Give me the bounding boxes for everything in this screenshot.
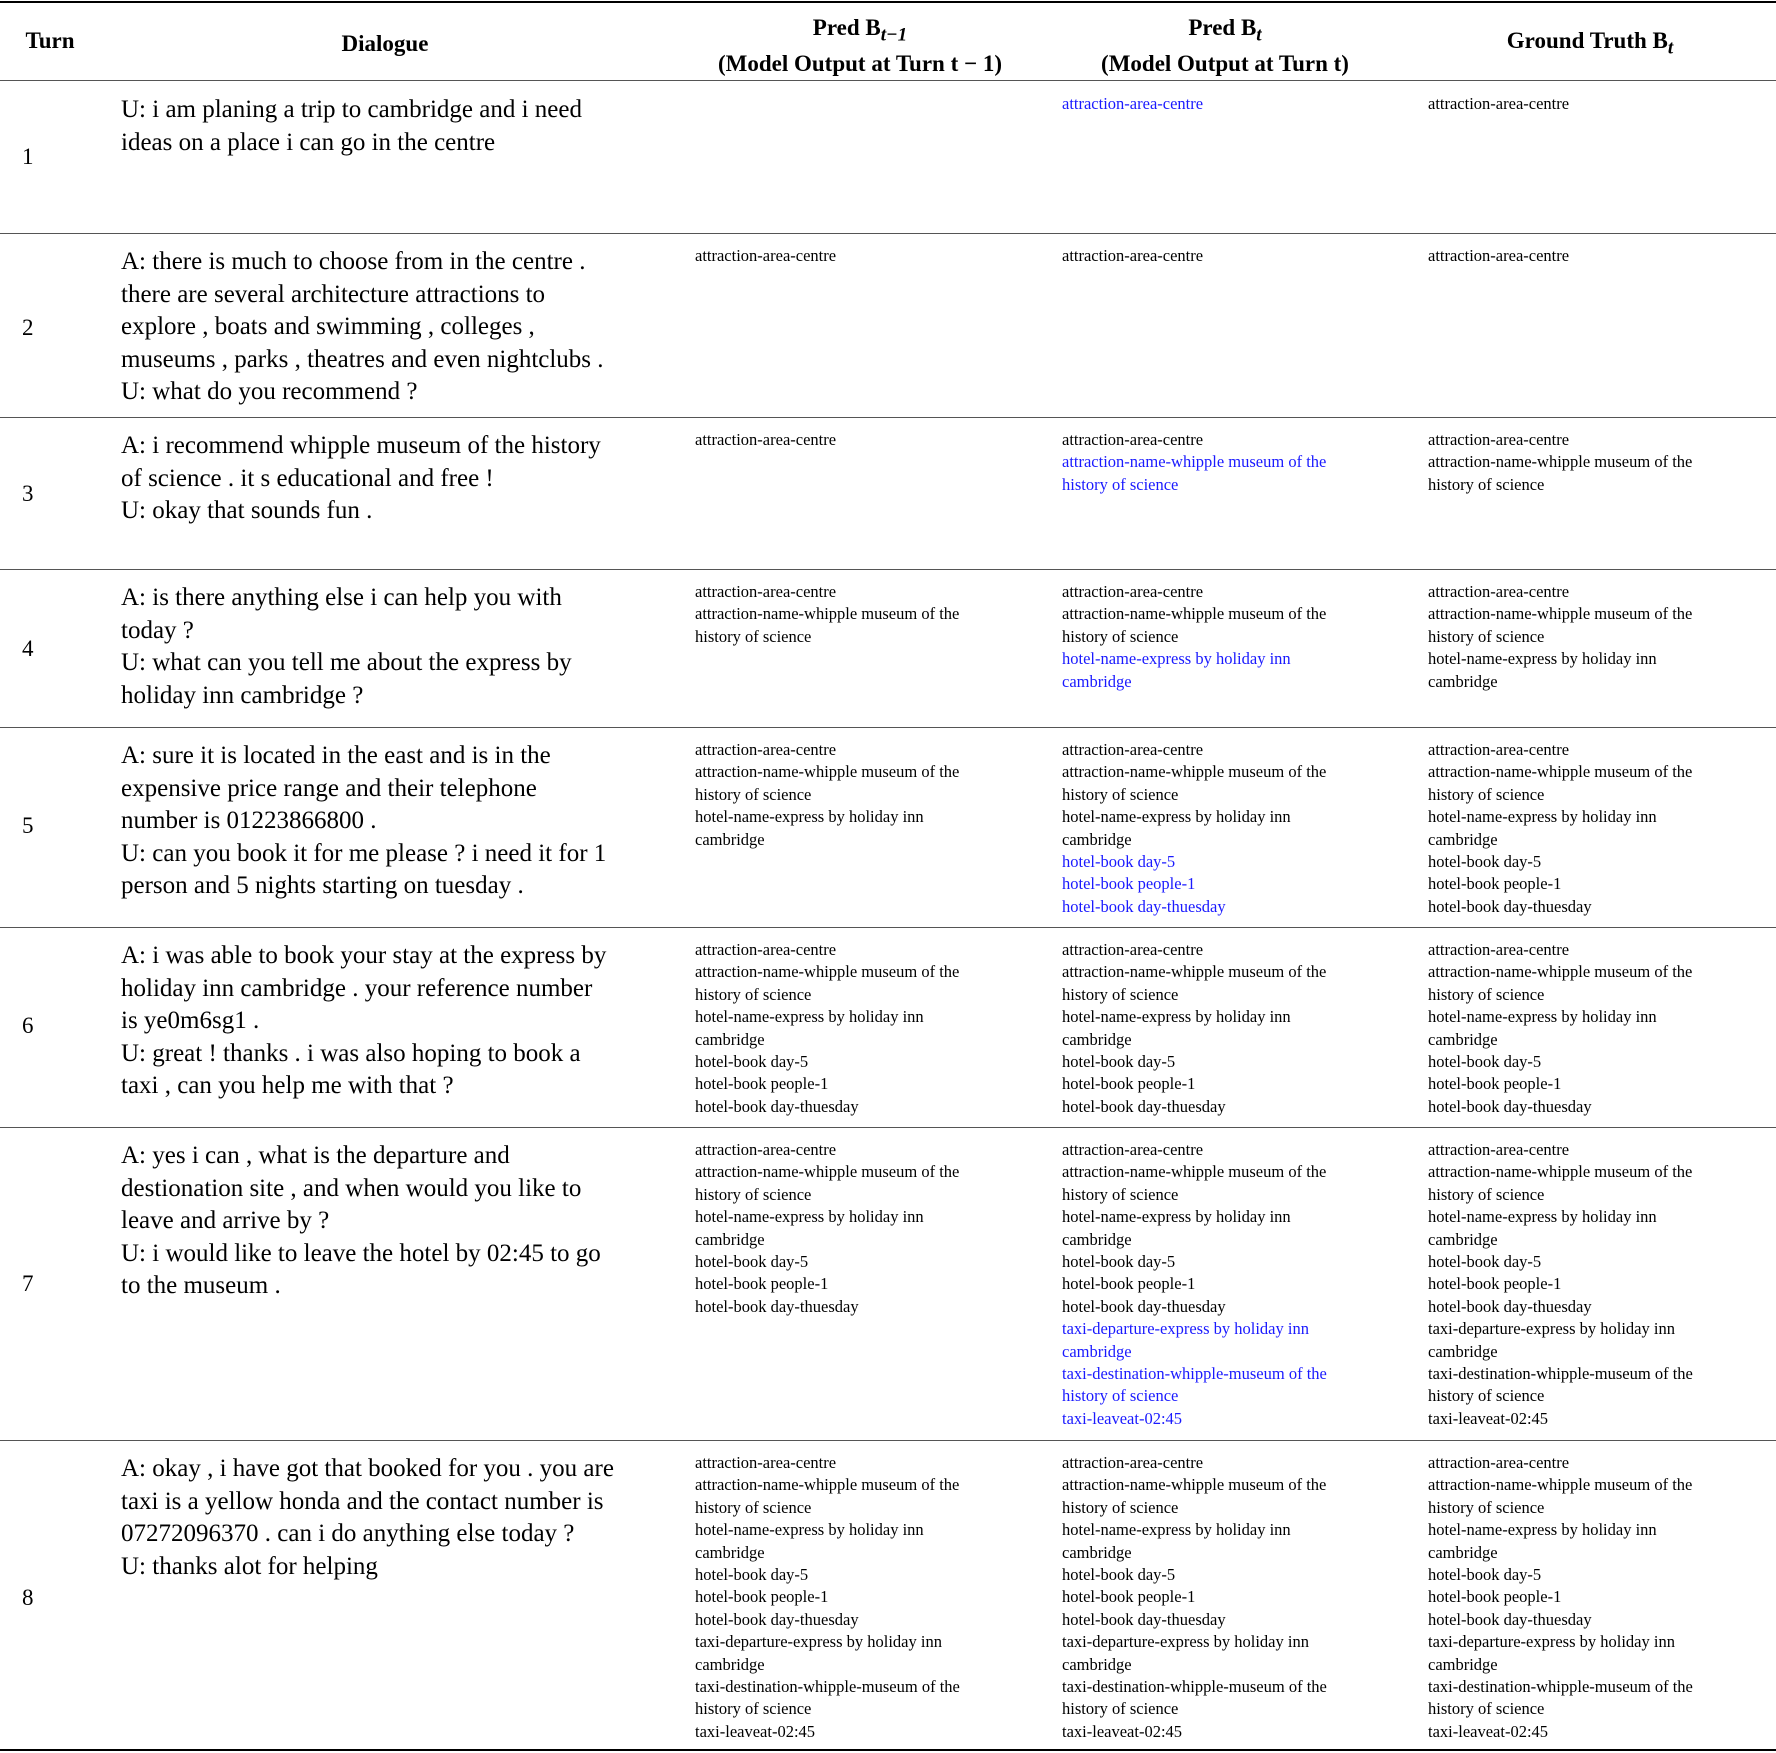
row-divider bbox=[0, 569, 1776, 570]
slot-value: cambridge bbox=[1062, 1542, 1132, 1562]
slot-value: taxi-destination-whipple-museum of the bbox=[1428, 1677, 1693, 1697]
turn-number: 8 bbox=[22, 1585, 34, 1610]
dialogue-line: U: what do you recommend ? bbox=[121, 378, 418, 406]
slot-value: hotel-book day-thuesday bbox=[1062, 1296, 1226, 1316]
slot-value: attraction-area-centre bbox=[1428, 430, 1570, 449]
slot-value: hotel-book day-5 bbox=[1428, 1052, 1542, 1072]
slot-value: history of science bbox=[1062, 984, 1179, 1004]
slot-value: hotel-book day-thuesday bbox=[695, 1296, 859, 1316]
pred-cur-cell bbox=[1062, 739, 1392, 918]
slot-value: taxi-departure-express by holiday inn bbox=[1062, 1632, 1309, 1652]
slot-value: hotel-name-express by holiday inn bbox=[695, 807, 924, 827]
slot-value: attraction-name-whipple museum of the bbox=[1062, 962, 1327, 982]
slot-value: hotel-book day-thuesday bbox=[695, 1096, 859, 1116]
slot-value: hotel-name-express by holiday inn bbox=[695, 1520, 924, 1540]
ground-truth-cell bbox=[1428, 93, 1758, 115]
pred-prev-cell bbox=[695, 1139, 1025, 1318]
slot-value: hotel-book people-1 bbox=[695, 1274, 829, 1294]
slot-value: cambridge bbox=[1062, 1229, 1132, 1249]
slot-value: attraction-area-centre bbox=[695, 582, 837, 601]
pred-cur-cell bbox=[1062, 1452, 1392, 1743]
ground-truth-cell bbox=[1428, 739, 1758, 918]
slot-value: attraction-area-centre bbox=[695, 430, 837, 449]
slot-value: hotel-book people-1 bbox=[1428, 1074, 1562, 1094]
slot-value: history of science bbox=[1428, 1386, 1545, 1406]
dialogue-cell bbox=[121, 1453, 661, 1583]
turn-number: 6 bbox=[22, 1013, 34, 1038]
row-divider bbox=[0, 417, 1776, 418]
new-slot-value: taxi-destination-whipple-museum of the bbox=[1062, 1364, 1327, 1384]
slot-value: taxi-leaveat-02:45 bbox=[695, 1721, 816, 1741]
slot-value: cambridge bbox=[695, 1029, 765, 1049]
slot-value: cambridge bbox=[695, 1229, 765, 1249]
slot-value: attraction-name-whipple museum of the bbox=[1428, 1162, 1693, 1182]
slot-value: attraction-area-centre bbox=[1062, 740, 1204, 759]
new-slot-value: attraction-name-whipple museum of the bbox=[1062, 452, 1327, 472]
dialogue-line: today ? bbox=[121, 616, 194, 644]
slot-value: history of science bbox=[1428, 626, 1545, 646]
slot-value: hotel-book day-thuesday bbox=[1428, 896, 1592, 916]
turn-number: 4 bbox=[22, 636, 34, 661]
header-turn: Turn bbox=[25, 28, 75, 53]
slot-value: attraction-name-whipple museum of the bbox=[1062, 1475, 1327, 1495]
slot-value: attraction-area-centre bbox=[695, 1140, 837, 1159]
slot-value: taxi-departure-express by holiday inn bbox=[1428, 1319, 1675, 1339]
pred-cur-cell bbox=[1062, 939, 1392, 1118]
dialogue-line: U: great ! thanks . i was also hoping to book a bbox=[121, 1039, 581, 1067]
slot-value: hotel-book day-5 bbox=[695, 1565, 809, 1585]
slot-value: hotel-book day-5 bbox=[1428, 852, 1542, 872]
slot-value: cambridge bbox=[1428, 1029, 1498, 1049]
dialogue-line: to the museum . bbox=[121, 1272, 281, 1300]
slot-value: attraction-area-centre bbox=[1428, 246, 1570, 265]
slot-value: cambridge bbox=[695, 1542, 765, 1562]
pred-cur-cell bbox=[1062, 429, 1392, 496]
dialogue-cell bbox=[121, 430, 661, 528]
slot-value: attraction-name-whipple museum of the bbox=[1428, 1475, 1693, 1495]
ground-truth-cell bbox=[1428, 1139, 1758, 1430]
slot-value: cambridge bbox=[1428, 671, 1498, 691]
slot-value: hotel-book people-1 bbox=[1428, 1274, 1562, 1294]
header-pred-prev-caption: (Model Output at Turn t − 1) bbox=[717, 50, 1003, 76]
slot-value: cambridge bbox=[1062, 1029, 1132, 1049]
dialogue-line: U: i would like to leave the hotel by 02:45 to go bbox=[121, 1239, 601, 1267]
slot-value: hotel-book day-thuesday bbox=[1062, 1096, 1226, 1116]
header-pred-prev bbox=[680, 14, 1040, 78]
dialogue-line: A: i was able to book your stay at the express by bbox=[121, 942, 607, 969]
slot-value: history of science bbox=[1062, 784, 1179, 804]
ground-truth-cell bbox=[1428, 429, 1758, 496]
slot-value: hotel-name-express by holiday inn bbox=[1428, 1007, 1657, 1027]
slot-value: attraction-area-centre bbox=[1062, 1453, 1204, 1472]
header-ground-truth bbox=[1420, 27, 1760, 63]
slot-value: cambridge bbox=[1062, 1654, 1132, 1674]
slot-value: hotel-name-express by holiday inn bbox=[695, 1207, 924, 1227]
dialogue-line: A: yes i can , what is the departure and bbox=[121, 1142, 510, 1169]
dialogue-line: A: is there anything else i can help you with bbox=[121, 584, 562, 611]
turn-number: 3 bbox=[22, 481, 34, 506]
slot-value: hotel-book day-thuesday bbox=[1428, 1609, 1592, 1629]
slot-value: hotel-name-express by holiday inn bbox=[1428, 807, 1657, 827]
slot-value: attraction-area-centre bbox=[695, 1453, 837, 1472]
slot-value: attraction-name-whipple museum of the bbox=[1062, 762, 1327, 782]
new-slot-value: cambridge bbox=[1062, 671, 1132, 691]
pred-prev-cell bbox=[695, 581, 1025, 648]
slot-value: attraction-area-centre bbox=[1428, 1453, 1570, 1472]
new-slot-value: history of science bbox=[1062, 474, 1179, 494]
slot-value: history of science bbox=[1062, 1497, 1179, 1517]
slot-value: attraction-area-centre bbox=[1428, 940, 1570, 959]
dialogue-line: taxi is a yellow honda and the contact number is bbox=[121, 1487, 604, 1515]
dialogue-line: A: okay , i have got that booked for you . you are bbox=[121, 1455, 614, 1482]
header-pred-cur bbox=[1045, 14, 1405, 78]
slot-value: history of science bbox=[695, 784, 812, 804]
slot-value: hotel-name-express by holiday inn bbox=[1428, 1520, 1657, 1540]
slot-value: hotel-name-express by holiday inn bbox=[1062, 1207, 1291, 1227]
slot-value: cambridge bbox=[1428, 1654, 1498, 1674]
slot-value: attraction-name-whipple museum of the bbox=[1062, 604, 1327, 624]
ground-truth-cell bbox=[1428, 245, 1758, 267]
slot-value: attraction-name-whipple museum of the bbox=[695, 762, 960, 782]
pred-prev-cell bbox=[695, 429, 1025, 451]
new-slot-value: taxi-leaveat-02:45 bbox=[1062, 1408, 1183, 1428]
header-pred-prev-sub: t−1 bbox=[880, 24, 908, 46]
pred-prev-cell bbox=[695, 739, 1025, 851]
slot-value: history of science bbox=[695, 984, 812, 1004]
dialogue-line: U: can you book it for me please ? i need it for 1 bbox=[121, 839, 607, 867]
slot-value: hotel-name-express by holiday inn bbox=[1062, 807, 1291, 827]
table-top-rule bbox=[0, 1, 1776, 3]
slot-value: taxi-leaveat-02:45 bbox=[1062, 1721, 1183, 1741]
dialogue-line: taxi , can you help me with that ? bbox=[121, 1072, 454, 1100]
slot-value: attraction-area-centre bbox=[1428, 740, 1570, 759]
slot-value: taxi-leaveat-02:45 bbox=[1428, 1408, 1549, 1428]
new-slot-value: hotel-name-express by holiday inn bbox=[1062, 649, 1291, 669]
dialogue-line: destionation site , and when would you like to bbox=[121, 1174, 582, 1202]
slot-value: hotel-book day-thuesday bbox=[1428, 1296, 1592, 1316]
dialogue-line: U: i am planing a trip to cambridge and i need bbox=[121, 96, 582, 123]
dialogue-cell bbox=[121, 740, 661, 903]
slot-value: hotel-book people-1 bbox=[1062, 1274, 1196, 1294]
dialogue-cell bbox=[121, 94, 661, 159]
dialogue-line: of science . it s educational and free ! bbox=[121, 464, 494, 492]
slot-value: taxi-destination-whipple-museum of the bbox=[1062, 1677, 1327, 1697]
dialogue-line: ideas on a place i can go in the centre bbox=[121, 128, 496, 156]
slot-value: attraction-name-whipple museum of the bbox=[1428, 452, 1693, 472]
ground-truth-cell bbox=[1428, 581, 1758, 693]
dialogue-line: is ye0m6sg1 . bbox=[121, 1007, 260, 1035]
dialogue-cell bbox=[121, 582, 661, 712]
slot-value: hotel-book people-1 bbox=[1062, 1587, 1196, 1607]
slot-value: hotel-book day-5 bbox=[695, 1252, 809, 1272]
slot-value: cambridge bbox=[1062, 829, 1132, 849]
slot-value: attraction-name-whipple museum of the bbox=[695, 1475, 960, 1495]
slot-value: attraction-name-whipple museum of the bbox=[695, 962, 960, 982]
slot-value: cambridge bbox=[1428, 1542, 1498, 1562]
row-divider bbox=[0, 727, 1776, 728]
new-slot-value: hotel-book day-5 bbox=[1062, 852, 1176, 872]
slot-value: hotel-book people-1 bbox=[695, 1074, 829, 1094]
header-dialogue: Dialogue bbox=[341, 31, 429, 56]
dialogue-line: U: okay that sounds fun . bbox=[121, 497, 373, 525]
slot-value: attraction-area-centre bbox=[695, 940, 837, 959]
slot-value: attraction-area-centre bbox=[1062, 246, 1204, 265]
slot-value: history of science bbox=[695, 626, 812, 646]
slot-value: taxi-departure-express by holiday inn bbox=[1428, 1632, 1675, 1652]
slot-value: hotel-book day-5 bbox=[1428, 1565, 1542, 1585]
slot-value: hotel-book day-thuesday bbox=[695, 1609, 859, 1629]
dialogue-line: number is 01223866800 . bbox=[121, 807, 377, 835]
slot-value: history of science bbox=[1062, 1699, 1179, 1719]
slot-value: hotel-name-express by holiday inn bbox=[695, 1007, 924, 1027]
slot-value: hotel-book people-1 bbox=[1062, 1074, 1196, 1094]
dialogue-line: A: sure it is located in the east and is in the bbox=[121, 742, 551, 769]
slot-value: attraction-area-centre bbox=[1062, 940, 1204, 959]
dialogue-line: A: there is much to choose from in the centre . bbox=[121, 248, 586, 275]
dialogue-line: U: what can you tell me about the express by bbox=[121, 649, 572, 677]
dialogue-line: expensive price range and their telephone bbox=[121, 774, 537, 802]
row-divider bbox=[0, 1440, 1776, 1441]
slot-value: cambridge bbox=[695, 1654, 765, 1674]
dialogue-line: holiday inn cambridge . your reference number bbox=[121, 974, 593, 1002]
slot-value: attraction-area-centre bbox=[1428, 94, 1570, 113]
slot-value: history of science bbox=[1428, 984, 1545, 1004]
dialogue-line: holiday inn cambridge ? bbox=[121, 681, 364, 709]
slot-value: attraction-name-whipple museum of the bbox=[1428, 762, 1693, 782]
dialogue-line: 07272096370 . can i do anything else today ? bbox=[121, 1520, 575, 1548]
pred-prev-cell bbox=[695, 939, 1025, 1118]
dialogue-line: A: i recommend whipple museum of the history bbox=[121, 432, 601, 459]
slot-value: attraction-area-centre bbox=[1062, 582, 1204, 601]
slot-value: hotel-book people-1 bbox=[695, 1587, 829, 1607]
table-bottom-rule bbox=[0, 1749, 1776, 1751]
pred-cur-cell bbox=[1062, 245, 1392, 267]
dialogue-line: leave and arrive by ? bbox=[121, 1207, 330, 1235]
dialogue-cell bbox=[121, 940, 661, 1103]
slot-value: history of science bbox=[1062, 626, 1179, 646]
slot-value: attraction-area-centre bbox=[695, 740, 837, 759]
slot-value: cambridge bbox=[1428, 1341, 1498, 1361]
slot-value: hotel-book day-thuesday bbox=[1062, 1609, 1226, 1629]
dialogue-line: there are several architecture attractions to bbox=[121, 280, 546, 308]
slot-value: attraction-area-centre bbox=[1062, 1140, 1204, 1159]
dialogue-cell bbox=[121, 1140, 661, 1303]
new-slot-value: taxi-departure-express by holiday inn bbox=[1062, 1319, 1309, 1339]
slot-value: history of science bbox=[1428, 1497, 1545, 1517]
slot-value: attraction-name-whipple museum of the bbox=[1428, 604, 1693, 624]
slot-value: hotel-book day-5 bbox=[1062, 1252, 1176, 1272]
slot-value: taxi-leaveat-02:45 bbox=[1428, 1721, 1549, 1741]
row-divider bbox=[0, 1127, 1776, 1128]
ground-truth-cell bbox=[1428, 939, 1758, 1118]
slot-value: taxi-destination-whipple-museum of the bbox=[695, 1677, 960, 1697]
turn-number: 7 bbox=[22, 1271, 34, 1296]
slot-value: attraction-area-centre bbox=[1062, 430, 1204, 449]
row-divider bbox=[0, 927, 1776, 928]
slot-value: hotel-book day-5 bbox=[1428, 1252, 1542, 1272]
ground-truth-cell bbox=[1428, 1452, 1758, 1743]
dialogue-line: museums , parks , theatres and even nightclubs . bbox=[121, 345, 604, 373]
slot-value: hotel-book day-5 bbox=[695, 1052, 809, 1072]
slot-value: hotel-name-express by holiday inn bbox=[1062, 1520, 1291, 1540]
turn-number: 1 bbox=[22, 144, 34, 169]
slot-value: history of science bbox=[1428, 1184, 1545, 1204]
slot-value: hotel-name-express by holiday inn bbox=[1062, 1007, 1291, 1027]
slot-value: history of science bbox=[695, 1184, 812, 1204]
slot-value: cambridge bbox=[1428, 829, 1498, 849]
slot-value: hotel-book day-5 bbox=[1062, 1052, 1176, 1072]
slot-value: history of science bbox=[695, 1699, 812, 1719]
pred-cur-cell bbox=[1062, 93, 1392, 115]
header-pred-prev-title: Pred B bbox=[812, 15, 881, 40]
header-pred-cur-title: Pred B bbox=[1188, 15, 1257, 40]
new-slot-value: attraction-area-centre bbox=[1062, 94, 1204, 113]
slot-value: attraction-name-whipple museum of the bbox=[1062, 1162, 1327, 1182]
slot-value: hotel-name-express by holiday inn bbox=[1428, 1207, 1657, 1227]
slot-value: history of science bbox=[1428, 784, 1545, 804]
slot-value: attraction-area-centre bbox=[1428, 1140, 1570, 1159]
slot-value: attraction-name-whipple museum of the bbox=[695, 1162, 960, 1182]
header-gt-title: Ground Truth B bbox=[1506, 28, 1668, 53]
row-divider bbox=[0, 233, 1776, 234]
pred-prev-cell bbox=[695, 245, 1025, 267]
slot-value: history of science bbox=[695, 1497, 812, 1517]
header-pred-cur-sub: t bbox=[1256, 24, 1262, 46]
slot-value: history of science bbox=[1428, 1699, 1545, 1719]
dialogue-cell bbox=[121, 246, 661, 409]
new-slot-value: hotel-book day-thuesday bbox=[1062, 896, 1226, 916]
slot-value: attraction-name-whipple museum of the bbox=[1428, 962, 1693, 982]
slot-value: cambridge bbox=[1428, 1229, 1498, 1249]
new-slot-value: hotel-book people-1 bbox=[1062, 874, 1196, 894]
new-slot-value: history of science bbox=[1062, 1386, 1179, 1406]
pred-prev-cell bbox=[695, 1452, 1025, 1743]
slot-value: taxi-destination-whipple-museum of the bbox=[1428, 1364, 1693, 1384]
pred-cur-cell bbox=[1062, 581, 1392, 693]
pred-cur-cell bbox=[1062, 1139, 1392, 1430]
slot-value: history of science bbox=[1428, 474, 1545, 494]
slot-value: taxi-departure-express by holiday inn bbox=[695, 1632, 942, 1652]
slot-value: attraction-area-centre bbox=[695, 246, 837, 265]
slot-value: hotel-book day-thuesday bbox=[1428, 1096, 1592, 1116]
new-slot-value: cambridge bbox=[1062, 1341, 1132, 1361]
header-gt-sub: t bbox=[1667, 37, 1674, 59]
slot-value: hotel-name-express by holiday inn bbox=[1428, 649, 1657, 669]
slot-value: attraction-name-whipple museum of the bbox=[695, 604, 960, 624]
dialogue-line: person and 5 nights starting on tuesday . bbox=[121, 872, 524, 900]
slot-value: attraction-area-centre bbox=[1428, 582, 1570, 601]
slot-value: history of science bbox=[1062, 1184, 1179, 1204]
header-bottom-rule bbox=[0, 80, 1776, 81]
slot-value: hotel-book day-5 bbox=[1062, 1565, 1176, 1585]
slot-value: cambridge bbox=[695, 829, 765, 849]
slot-value: hotel-book people-1 bbox=[1428, 874, 1562, 894]
dialogue-line: explore , boats and swimming , colleges , bbox=[121, 313, 535, 341]
slot-value: hotel-book people-1 bbox=[1428, 1587, 1562, 1607]
turn-number: 2 bbox=[22, 315, 34, 340]
dialogue-line: U: thanks alot for helping bbox=[121, 1552, 378, 1580]
turn-number: 5 bbox=[22, 813, 34, 838]
header-pred-cur-caption: (Model Output at Turn t) bbox=[1101, 50, 1349, 76]
